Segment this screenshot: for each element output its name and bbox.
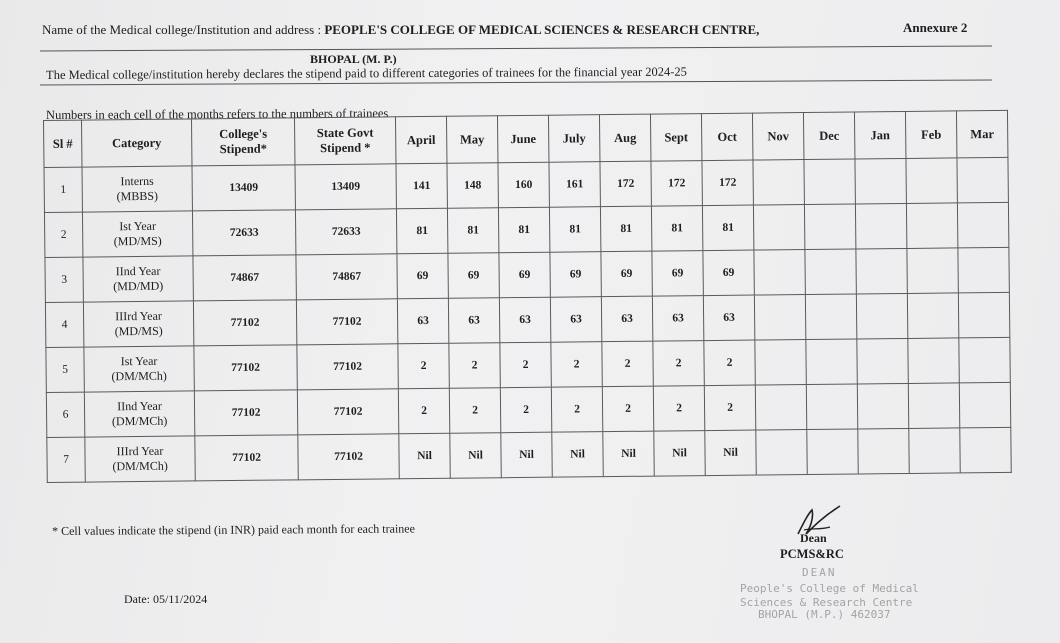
row-month-value bbox=[858, 428, 909, 474]
row-state-stipend: 77102 bbox=[296, 299, 397, 345]
declaration-text: The Medical college/institution hereby declares the stipend paid to different categories of trainees for the financial year 2024-25 bbox=[46, 64, 687, 82]
row-month-value bbox=[806, 384, 857, 430]
row-month-value bbox=[908, 338, 959, 384]
category-subline: (DM/MCh) bbox=[111, 368, 167, 384]
row-month-value bbox=[909, 428, 960, 474]
row-month-value: 63 bbox=[448, 298, 499, 344]
row-month-value: 148 bbox=[447, 163, 498, 209]
header-month: May bbox=[446, 116, 497, 164]
row-month-value: 69 bbox=[499, 252, 550, 298]
row-college-stipend: 77102 bbox=[194, 345, 297, 391]
row-month-value bbox=[907, 293, 958, 339]
row-month-value: 2 bbox=[398, 388, 449, 434]
row-month-value bbox=[756, 430, 807, 476]
row-month-value: 2 bbox=[602, 386, 653, 432]
row-month-value: 2 bbox=[500, 342, 551, 388]
row-month-value: 2 bbox=[449, 343, 500, 389]
row-month-value: 2 bbox=[602, 341, 653, 387]
college-name: PEOPLE'S COLLEGE OF MEDICAL SCIENCES & RESEARCH CENTRE, bbox=[324, 22, 760, 37]
category-line: Interns bbox=[120, 173, 154, 189]
row-college-stipend: 77102 bbox=[195, 435, 298, 481]
stipend-table bbox=[43, 110, 1012, 483]
row-month-value bbox=[754, 295, 805, 341]
row-sl: 3 bbox=[45, 257, 83, 302]
row-month-value bbox=[855, 203, 906, 249]
row-month-value bbox=[755, 340, 806, 386]
header-month: Sept bbox=[650, 114, 701, 162]
row-month-value bbox=[957, 202, 1008, 248]
header-month: Jan bbox=[854, 111, 905, 159]
row-state-stipend: 13409 bbox=[295, 164, 396, 210]
row-month-value: Nil bbox=[399, 433, 450, 479]
stamp-line: Sciences & Research Centre bbox=[740, 596, 913, 609]
row-sl: 1 bbox=[44, 167, 82, 212]
row-sl: 6 bbox=[46, 392, 84, 437]
category-line: IInd Year bbox=[117, 398, 162, 414]
row-month-value: 81 bbox=[447, 208, 498, 254]
row-sl: 7 bbox=[47, 437, 85, 482]
annexure-label: Annexure 2 bbox=[903, 20, 968, 35]
category-subline: (MD/MS) bbox=[114, 323, 163, 339]
row-month-value bbox=[804, 159, 855, 205]
row-month-value bbox=[805, 249, 856, 295]
row-month-value bbox=[807, 429, 858, 475]
row-month-value: 2 bbox=[653, 341, 704, 387]
row-month-value: 63 bbox=[397, 298, 448, 344]
row-college-stipend: 72633 bbox=[192, 210, 295, 256]
row-month-value: 161 bbox=[549, 162, 600, 208]
row-month-value: Nil bbox=[654, 431, 705, 477]
row-month-value: 81 bbox=[651, 206, 702, 252]
row-month-value: Nil bbox=[552, 432, 603, 478]
category-line: Ist Year bbox=[119, 218, 157, 234]
dean-stamp bbox=[740, 566, 940, 626]
row-month-value: 2 bbox=[551, 342, 602, 388]
divider bbox=[40, 46, 992, 52]
row-category bbox=[82, 166, 192, 212]
row-month-value: 81 bbox=[600, 206, 651, 252]
row-month-value: 2 bbox=[398, 343, 449, 389]
college-label: Name of the Medical college/Institution and address : bbox=[42, 22, 322, 37]
row-month-value: 63 bbox=[652, 296, 703, 342]
row-state-stipend: 74867 bbox=[296, 254, 397, 300]
row-college-stipend: 74867 bbox=[193, 255, 296, 301]
row-month-value bbox=[753, 205, 804, 251]
row-sl: 4 bbox=[45, 302, 83, 347]
row-category bbox=[83, 256, 193, 302]
row-month-value bbox=[908, 383, 959, 429]
row-month-value bbox=[958, 247, 1009, 293]
row-month-value: 63 bbox=[499, 297, 550, 343]
row-state-stipend: 77102 bbox=[298, 434, 399, 480]
dean-title: Dean bbox=[800, 531, 827, 545]
row-month-value bbox=[805, 294, 856, 340]
category-subline: (MBBS) bbox=[116, 188, 159, 204]
stamp-line: BHOPAL (M.P.) 462037 bbox=[758, 608, 891, 621]
row-month-value: 172 bbox=[600, 161, 651, 207]
row-month-value: 172 bbox=[702, 160, 753, 206]
row-month-value: 69 bbox=[703, 250, 754, 296]
numbers-note: Numbers in each cell of the months refers to the numbers of trainees bbox=[46, 106, 389, 122]
row-sl: 2 bbox=[44, 212, 82, 257]
row-college-stipend: 77102 bbox=[193, 300, 296, 346]
row-month-value: 69 bbox=[601, 251, 652, 297]
row-month-value: 81 bbox=[396, 208, 447, 254]
row-month-value bbox=[958, 292, 1009, 338]
category-subline: (DM/MCh) bbox=[112, 458, 168, 474]
category-subline: (MD/MD) bbox=[113, 278, 164, 294]
header-month: Nov bbox=[752, 113, 803, 161]
row-month-value: 2 bbox=[551, 387, 602, 433]
row-month-value: Nil bbox=[705, 430, 756, 476]
row-month-value bbox=[754, 250, 805, 296]
row-month-value: 63 bbox=[550, 297, 601, 343]
header-sl: Sl # bbox=[44, 120, 82, 167]
row-month-value bbox=[856, 248, 907, 294]
category-subline: (DM/MCh) bbox=[111, 413, 168, 429]
row-month-value bbox=[753, 160, 804, 206]
header-month: April bbox=[395, 116, 446, 164]
row-month-value: Nil bbox=[501, 432, 552, 478]
category-line: Ist Year bbox=[120, 353, 158, 369]
row-month-value bbox=[959, 337, 1010, 383]
row-month-value: 63 bbox=[601, 296, 652, 342]
row-month-value: 69 bbox=[448, 253, 499, 299]
row-sl: 5 bbox=[46, 347, 84, 392]
header-month: Dec bbox=[803, 112, 854, 160]
header-college-stipend: College's Stipend* bbox=[191, 118, 294, 166]
row-month-value: 2 bbox=[704, 385, 755, 431]
row-month-value bbox=[856, 293, 907, 339]
row-month-value bbox=[907, 248, 958, 294]
header-month: July bbox=[548, 115, 599, 163]
college-name-line bbox=[42, 22, 992, 38]
row-month-value: 2 bbox=[500, 387, 551, 433]
row-category bbox=[84, 346, 194, 392]
row-month-value: Nil bbox=[450, 433, 501, 479]
stamp-line: People's College of Medical bbox=[740, 582, 919, 595]
row-month-value: 2 bbox=[653, 386, 704, 432]
row-month-value: 141 bbox=[396, 163, 447, 209]
row-month-value bbox=[857, 383, 908, 429]
row-month-value: 69 bbox=[397, 253, 448, 299]
row-month-value bbox=[960, 427, 1011, 473]
row-month-value: Nil bbox=[603, 431, 654, 477]
row-category bbox=[83, 301, 193, 347]
header-month: June bbox=[497, 115, 548, 163]
header-state-stipend: State Govt Stipend * bbox=[294, 117, 395, 165]
stipend-table-wrapper bbox=[43, 110, 1012, 483]
row-college-stipend: 13409 bbox=[192, 165, 295, 211]
row-category bbox=[82, 211, 192, 257]
row-month-value bbox=[957, 157, 1008, 203]
stamp-line: DEAN bbox=[802, 566, 837, 579]
category-line: IIIrd Year bbox=[116, 443, 164, 459]
row-category bbox=[84, 391, 194, 437]
row-month-value bbox=[906, 158, 957, 204]
table-body bbox=[44, 157, 1011, 482]
table-row bbox=[47, 427, 1011, 482]
header-month: Aug bbox=[599, 114, 650, 162]
row-month-value bbox=[855, 158, 906, 204]
row-month-value bbox=[959, 382, 1010, 428]
row-month-value: 172 bbox=[651, 161, 702, 207]
row-month-value bbox=[857, 338, 908, 384]
row-month-value: 69 bbox=[550, 252, 601, 298]
row-state-stipend: 77102 bbox=[297, 389, 398, 435]
row-month-value: 81 bbox=[498, 207, 549, 253]
category-line: IInd Year bbox=[115, 263, 161, 279]
row-college-stipend: 77102 bbox=[194, 390, 297, 436]
row-month-value bbox=[906, 203, 957, 249]
header-month: Oct bbox=[701, 113, 752, 161]
header-category: Category bbox=[82, 119, 192, 167]
row-month-value: 81 bbox=[702, 205, 753, 251]
row-month-value: 69 bbox=[652, 251, 703, 297]
college-city: BHOPAL (M. P.) bbox=[310, 52, 397, 66]
category-subline: (MD/MS) bbox=[113, 233, 162, 249]
row-state-stipend: 77102 bbox=[297, 344, 398, 390]
row-month-value bbox=[755, 385, 806, 431]
row-month-value: 81 bbox=[549, 207, 600, 253]
dean-org: PCMS&RC bbox=[780, 547, 844, 561]
row-month-value: 2 bbox=[704, 340, 755, 386]
date-label: Date: 05/11/2024 bbox=[124, 592, 208, 606]
row-month-value: 160 bbox=[498, 162, 549, 208]
row-category bbox=[85, 436, 195, 482]
row-state-stipend: 72633 bbox=[295, 209, 396, 255]
row-month-value bbox=[804, 204, 855, 250]
header-month: Feb bbox=[905, 111, 956, 159]
row-month-value: 2 bbox=[449, 388, 500, 434]
row-month-value: 63 bbox=[703, 295, 754, 341]
category-line: IIIrd Year bbox=[115, 308, 162, 324]
row-month-value bbox=[806, 339, 857, 385]
footnote: * Cell values indicate the stipend (in INR) paid each month for each trainee bbox=[52, 521, 415, 538]
header-month: Mar bbox=[956, 110, 1007, 158]
